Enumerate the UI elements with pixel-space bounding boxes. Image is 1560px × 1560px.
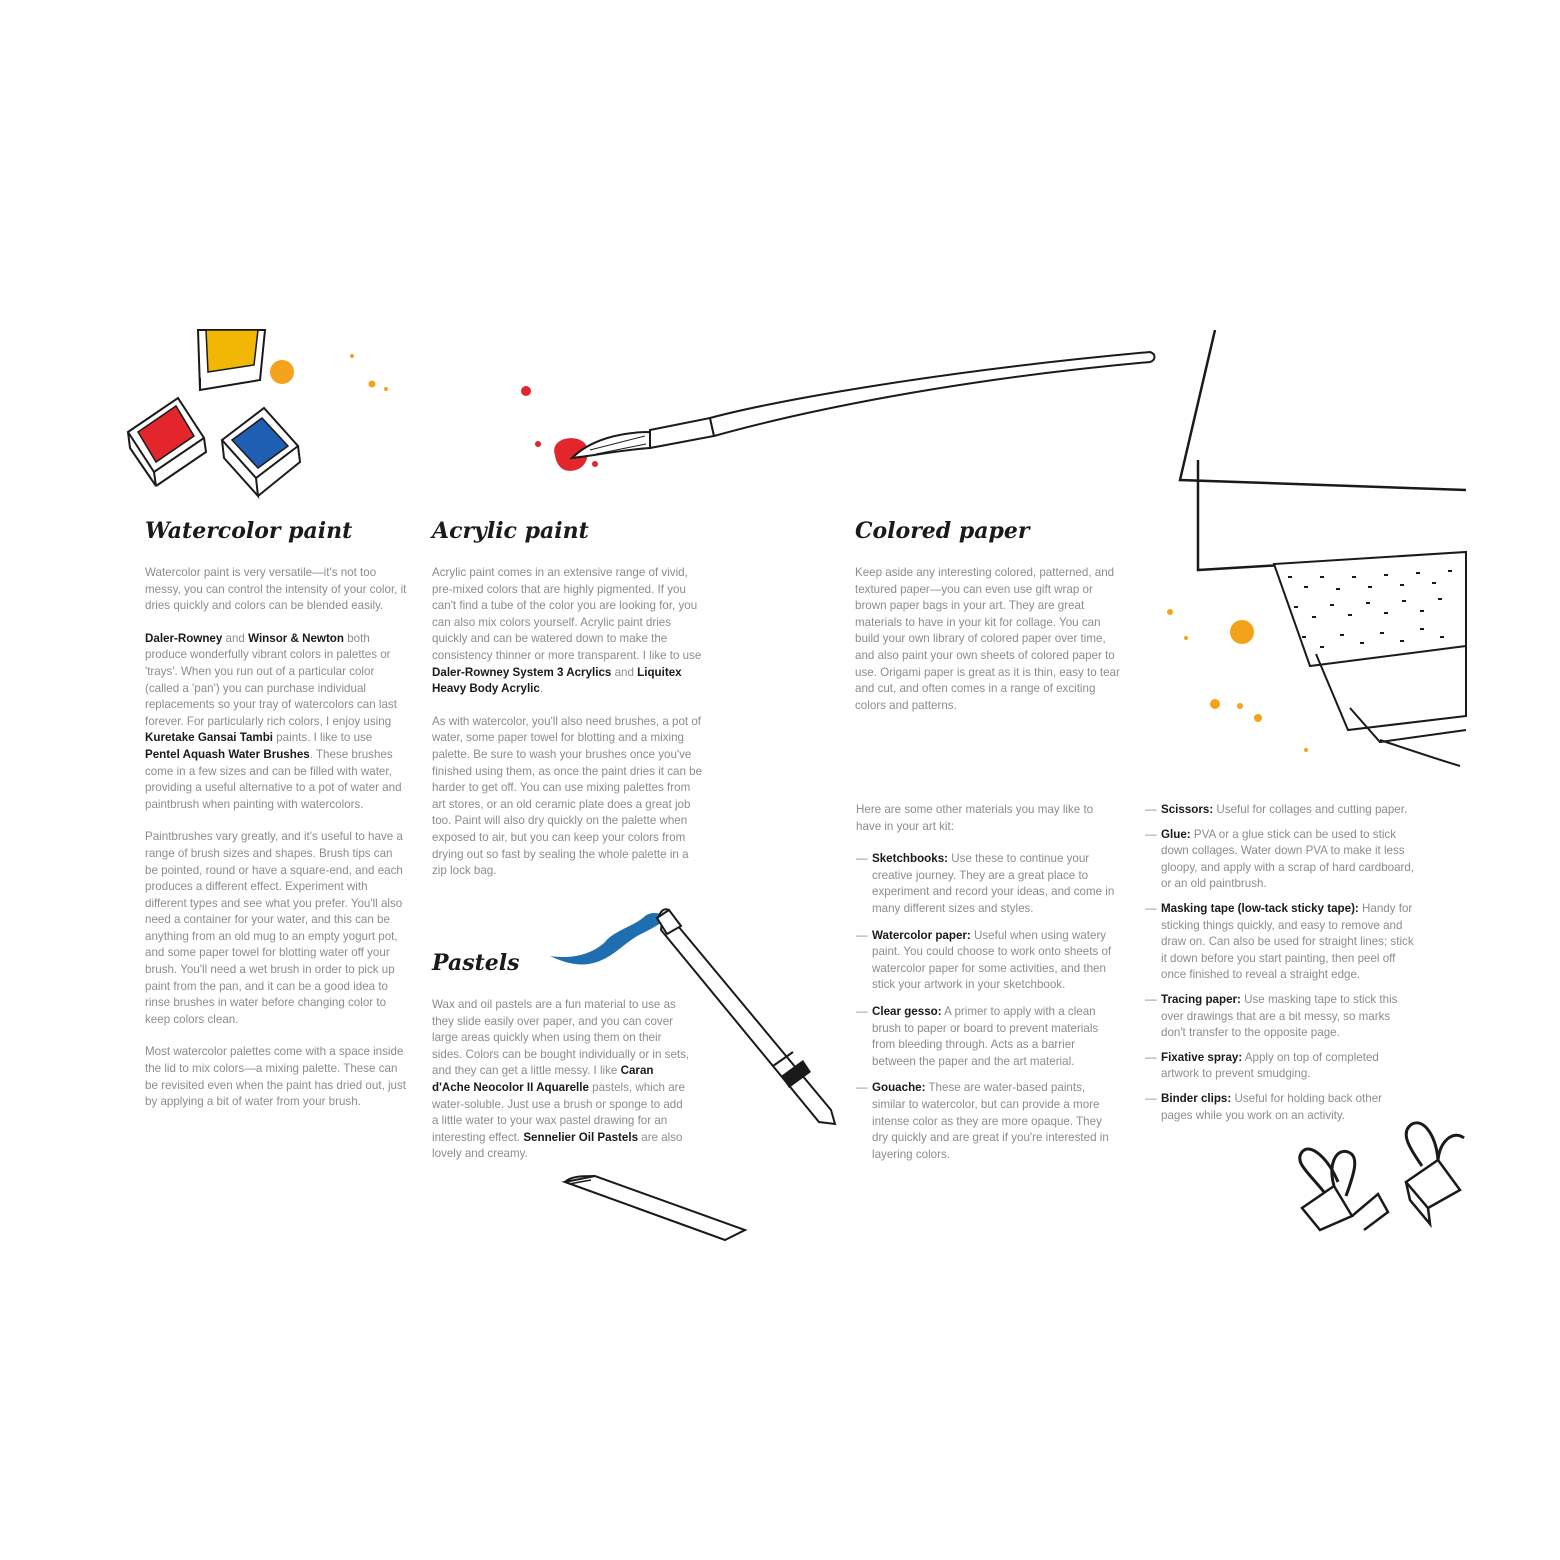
watercolor-column <box>145 565 407 1127</box>
brand-name: Pentel Aquash Water Brushes <box>145 747 310 761</box>
material-description: Use these to continue your creative journey. They are a great place to experiment and record your ideas, and come in many different sizes and styles. <box>872 852 1115 915</box>
text-run: paints. I like to use <box>273 731 373 745</box>
material-description: A primer to apply with a clean brush to paper or board to prevent materials from bleeding through. Acts as a barrier between the paper and the art material. <box>872 1004 1099 1068</box>
text-run: . These brushes come in a few sizes and can be filled with water, providing a useful alternative to a pot of water and paintbrush when painting with watercolors. <box>145 747 402 811</box>
brand-name: Liquitex Heavy Body Acrylic <box>432 665 682 696</box>
other-materials-list-left <box>856 851 1121 1163</box>
material-description: PVA or a glue stick can be used to stick down collages. Water down PVA to make it less gloopy, and apply with a scrap of hard cardboard, or an old paintbrush. <box>1161 827 1415 891</box>
watercolor-heading: Watercolor paint <box>145 518 353 544</box>
material-term: Gouache: <box>872 1081 926 1095</box>
brand-name: Daler-Rowney System 3 Acrylics <box>432 665 612 679</box>
other-materials-left <box>856 802 1121 1173</box>
acrylic-heading: Acrylic paint <box>432 518 589 544</box>
material-item <box>856 1080 1121 1163</box>
material-item <box>1145 1091 1415 1124</box>
brand-name: Winsor & Newton <box>248 631 344 645</box>
material-description: Useful for holding back other pages while you work on an activity. <box>1161 1091 1383 1122</box>
colored-paper-text: Keep aside any interesting colored, patterned, and textured paper—you can even use gift wrap or brown paper bags in your art. They are great materials to have in your kit for collage. You can build your own library of colored paper over time, and also paint your own sheets of colored paper to use. Origami paper is great as it is thin, easy to tear and cut, and often comes in a range of exciting colors and patterns. <box>855 566 1120 712</box>
text-run: are also lovely and creamy. <box>432 1130 683 1161</box>
material-description: These are water-based paints, similar to watercolor, but can provide a more intense color as they are more opaque. They dry quickly and are great if you're interested in layering colors. <box>872 1081 1109 1161</box>
pastels-column <box>432 997 692 1179</box>
paintbrush-illustration <box>510 340 1170 500</box>
text-run: both produce wonderfully vibrant colors in palettes or 'trays'. When you run out of a particular color (called a 'pan') you can purchase individual replacements so your tray of watercolors can last forever. For particularly rich colors, I enjoy using <box>145 631 397 728</box>
material-item <box>1145 802 1415 819</box>
material-term: Glue: <box>1161 827 1191 841</box>
material-description: Useful for collages and cutting paper. <box>1213 803 1408 816</box>
material-item <box>1145 827 1415 893</box>
watercolor-brushes: Paintbrushes vary greatly, and it's useful to have a range of brush sizes and shapes. Brush tips can be pointed, round or have a square-end, and each produces a different effect. Experiment with different types and see what you prefer. You'll also need a container for your water, and this can be anything from an old mug to an empty yogurt pot, and some paper towel for blotting water off your brush. You'll need a wet brush in order to pick up paint from the pan, and it can be a good idea to rinse brushes in water before changing color to keep colors clean. <box>145 830 403 1026</box>
text-run: and <box>222 631 249 645</box>
colored-paper-column <box>855 565 1120 730</box>
watercolor-intro: Watercolor paint is very versatile—it's not too messy, you can control the intensity of your color, it dries quickly and colors can be blended easily. <box>145 566 407 613</box>
brand-name: Caran d'Ache Neocolor II Aquarelle <box>432 1064 654 1094</box>
paper-stack-illustration <box>1170 330 1470 780</box>
material-description: Useful when using watery paint. You could choose to work onto sheets of watercolor paper for some activities, and then stick your artwork in your sketchbook. <box>872 928 1112 992</box>
material-term: Clear gesso: <box>872 1004 942 1018</box>
brand-name: Sennelier Oil Pastels <box>523 1130 639 1144</box>
material-term: Watercolor paper: <box>872 928 971 942</box>
brand-name: Daler-Rowney <box>145 631 223 645</box>
acrylic-column <box>432 565 704 896</box>
other-materials-intro: Here are some other materials you may like to have in your art kit: <box>856 803 1094 833</box>
material-term: Scissors: <box>1161 803 1214 816</box>
material-description: Apply on top of completed artwork to prevent smudging. <box>1161 1050 1379 1081</box>
material-item <box>1145 992 1415 1042</box>
material-term: Sketchbooks: <box>872 852 949 866</box>
text-run: Wax and oil pastels are a fun material to use as they slide easily over paper, and you can cover large areas quickly when using them on their sides. Colors can be bought individually or in sets, and they can get a little messy. I like <box>432 998 690 1078</box>
other-materials-list-right <box>1145 802 1415 1124</box>
material-term: Masking tape (low-tack sticky tape): <box>1161 901 1359 915</box>
material-item <box>856 1004 1121 1070</box>
text-run: and <box>611 665 638 679</box>
acrylic-brushes: As with watercolor, you'll also need brushes, a pot of water, some paper towel for blotting and a mixing palette. Be sure to wash your brushes once you've finished using them, as once the paint dries it can be harder to get off. You can use mixing palettes from art stores, or an old ceramic plate does a great job too. Paint will also dry quickly on the palette when exposed to air, but you can keep your colors from drying out so fast by sealing the whole palette in a zip lock bag. <box>432 714 703 878</box>
watercolor-pans-illustration <box>120 320 420 520</box>
material-term: Fixative spray: <box>1161 1050 1243 1064</box>
watercolor-brands <box>145 631 407 814</box>
material-item <box>1145 901 1415 984</box>
material-item <box>856 851 1121 917</box>
material-item <box>856 928 1121 994</box>
pastels-text <box>432 997 692 1163</box>
material-term: Tracing paper: <box>1161 992 1241 1006</box>
brand-name: Kuretake Gansai Tambi <box>145 731 274 745</box>
colored-paper-heading: Colored paper <box>855 518 1030 544</box>
watercolor-palettes: Most watercolor palettes come with a space inside the lid to mix colors—a mixing palette. These can be revisited even when the paint has dried out, just by applying a bit of water from your brush. <box>145 1045 407 1109</box>
material-description: Handy for sticking things quickly, and easy to remove and draw on. Can also be used for straight lines; stick it down before you start painting, then peel off once finished to reveal a straight edge. <box>1161 901 1414 982</box>
text-run: Acrylic paint comes in an extensive range of vivid, pre-mixed colors that are highly pigmented. If you can't find a tube of the color you are looking for, you can also mix colors yourself. Acrylic paint dries quickly and can be watered down to make the consistency thinner or more transparent. I like to use <box>432 566 702 662</box>
material-term: Binder clips: <box>1161 1091 1232 1105</box>
text-run: pastels, which are water-soluble. Just use a brush or sponge to add a little water to your wax pastel drawing for an interesting effect. <box>432 1080 685 1144</box>
material-description: Use masking tape to stick this over drawings that are a bit messy, so marks don't transfer to the opposite page. <box>1161 992 1398 1040</box>
pastels-heading: Pastels <box>432 950 520 976</box>
material-item <box>1145 1050 1415 1083</box>
text-run: . <box>539 682 544 696</box>
acrylic-intro <box>432 565 704 698</box>
other-materials-right <box>1145 802 1415 1132</box>
